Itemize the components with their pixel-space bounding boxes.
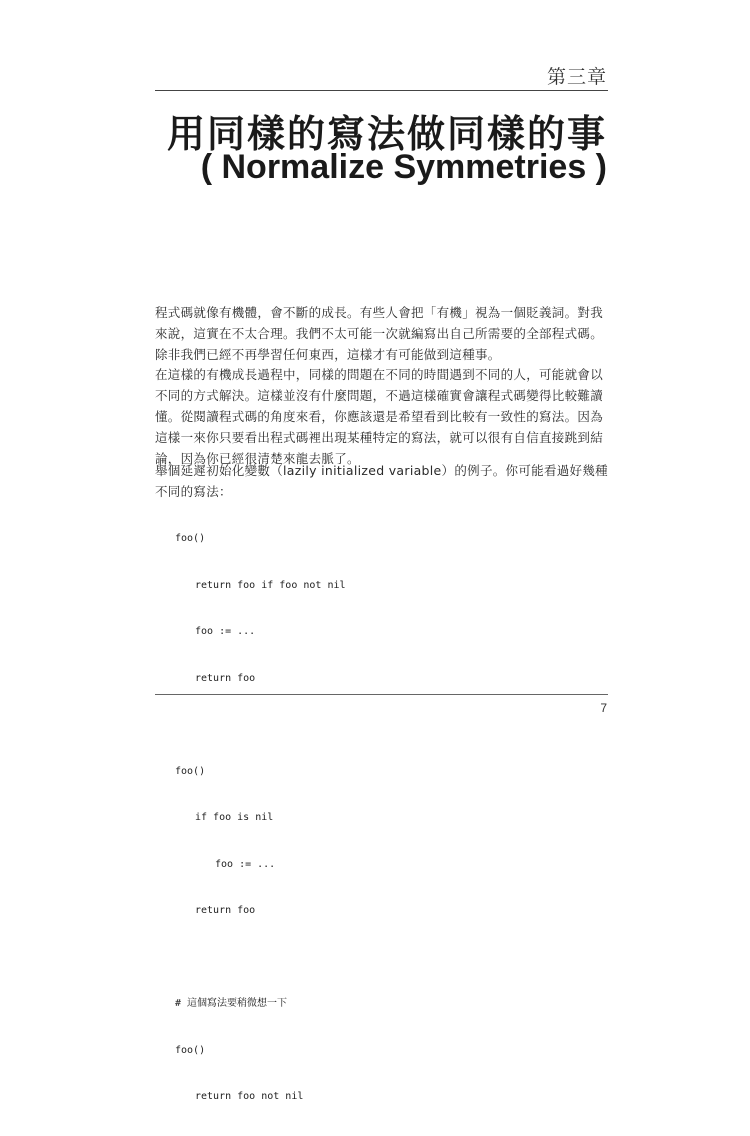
code-line: foo := ... [195,626,256,637]
code-line: return foo [195,905,256,916]
code-line: foo := ... [215,858,276,870]
paragraph-1: 程式碼就像有機體，會不斷的成長。有些人會把「有機」視為一個貶義詞。對我來說，這實在不太合理。我們不太可能一次就編寫出自己所需要的全部程式碼。除非我們已經不再學習任何東西，這樣才有可能做到這種事。 [155,305,604,362]
code-spacer [175,717,346,733]
code-line: return foo [195,672,256,684]
code-line: foo() [175,765,206,777]
paragraph-3: 舉個延遲初始化變數（lazily initialized variable）的例子。你可能看過好幾種不同的寫法： [155,463,608,499]
chapter-title: 用同樣的寫法做同樣的事 [166,112,607,156]
code-listing [175,500,346,1136]
code-spacer [175,950,346,966]
page-number: 7 [600,701,607,715]
code-line: foo() [175,533,206,544]
code-comment: # 這個寫法要稍微想一下 [175,998,288,1009]
chapter-label: 第三章 [546,66,607,88]
code-line: foo() [175,1044,206,1056]
chapter-subtitle: ( Normalize Symmetries ) [200,148,607,186]
code-line: if foo is nil [195,812,274,823]
code-line: return foo if foo not nil [195,579,346,591]
header-divider [155,90,608,91]
code-line: return foo not nil [195,1091,304,1102]
paragraph-2: 在這樣的有機成長過程中，同樣的問題在不同的時間遇到不同的人，可能就會以不同的方式解決。這樣並沒有什麼問題，不過這樣確實會讓程式碼變得比較難讀懂。從閱讀程式碼的角度來看，你應該還是希望看到比較有一致性的寫法。因為這樣一來你只要看出程式碼裡出現某種特定的寫法，就可以很有自信直接跳到結論，因為你已經很清楚來龍去脈了。 [155,367,604,466]
footer-divider [155,694,608,695]
